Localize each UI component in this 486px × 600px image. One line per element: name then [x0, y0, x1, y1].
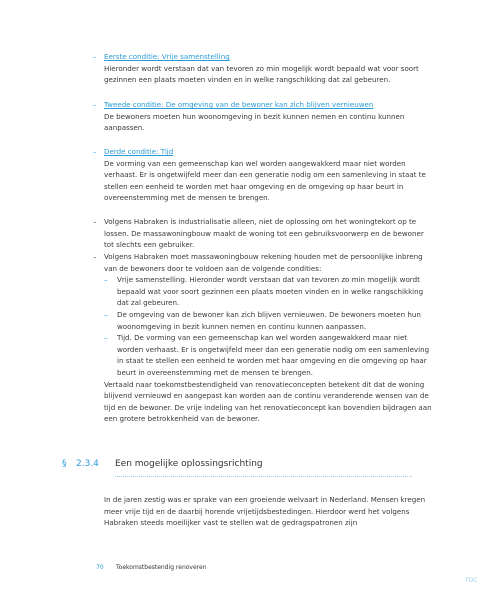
condition-item: [93, 51, 434, 86]
toc-link[interactable]: TOC: [465, 577, 478, 584]
condition-item: [93, 99, 434, 134]
section-symbol: §: [62, 459, 67, 469]
sub-list-item: [104, 309, 434, 332]
condition-title: Derde conditie: Tijd: [104, 147, 174, 156]
bullet-dash: –: [93, 252, 97, 261]
section-divider: [115, 476, 412, 477]
sub-list-item: [104, 274, 434, 309]
sub-list-item-text: Tijd. De vorming van een gemeenschap kan wel worden aangewakkerd maar niet worden verhaast. Er is ongetwijfeld meer dan een generatie nodig om een samenleving in staat te stellen een eenheid te worden met haar omgeving en die omgeving op haar beurt in overeenstemming met de mensen te brengen.: [117, 333, 430, 377]
sub-list-item-text: De omgeving van de bewoner kan zich blijven vernieuwen. De bewoners moeten hun woonomgeving in bezit kunnen nemen en continu kunnen aanpassen.: [117, 309, 421, 331]
list-item-text: Volgens Habraken moet massawoningbouw rekening houden met de persoonlijke inbreng van de bewoners door te voldoen aan de volgende condities:: [104, 252, 423, 273]
sub-bullet-dash: –: [104, 333, 108, 343]
condition-body: De bewoners moeten hun woonomgeving in bezit kunnen nemen en continu kunnen aanpassen.: [104, 111, 405, 133]
footer-title: Toekomstbestendig renoveren: [116, 564, 207, 571]
sub-list-item: [104, 332, 434, 378]
list-item-text: Volgens Habraken is industrialisatie alleen, niet de oplossing om het woningtekort op te lossen. De massawoningbouw maakt de woning tot een gebruiksvoorwerp en de bewoner tot slechts een gebruiker.: [104, 217, 424, 250]
bullet-dash: –: [93, 100, 97, 109]
section-heading: [62, 459, 412, 481]
list-item: [93, 251, 434, 425]
bullet-dash: –: [93, 217, 97, 226]
condition-body: De vorming van een gemeenschap kan wel worden aangewakkerd maar niet worden verhaast. Er is ongetwijfeld meer dan een generatie nodig om een samenleving in staat te stellen een eenheid te worden met haar omgeving en de omgeving op haar beurt in overeenstemming met de mensen te brengen.: [104, 158, 426, 203]
condition-title: Eerste conditie: Vrije samenstelling: [104, 52, 230, 61]
section-title: Een mogelijke oplossingsrichting: [115, 459, 263, 469]
condition-item: [93, 146, 434, 204]
section-body-text: In de jaren zestig was er sprake van een groeiende welvaart in Nederland. Mensen kregen meer vrije tijd en de daarbij horende vrijetijdsbestedingen. Hierdoor werd het volgens Habraken steeds moeilijker vast te stellen wat de gedragspatronen zijn: [104, 495, 426, 528]
page-number: 70: [96, 564, 104, 571]
bullet-dash: –: [93, 147, 97, 156]
closing-paragraph: Vertaald naar toekomstbestendigheid van renovatieconcepten betekent dit dat de woning blijvend vernieuwd en aangepast kan worden aan de continu veranderende wensen van de tijd en de bewoner. De vrije indeling van het renovatieconcept kan bovendien bijdragen aan een grotere betrokkenheid van de bewoner.: [104, 379, 432, 424]
section-number: 2.3.4: [76, 459, 99, 469]
list-item: [93, 216, 434, 251]
condition-title: Tweede conditie: De omgeving van de bewoner kan zich blijven vernieuwen: [104, 100, 374, 109]
sub-list-item-text: Vrije samenstelling. Hieronder wordt verstaan dat van tevoren zo min mogelijk wordt bepaald wat voor soort gezinnen een plaats moeten vinden en in welke rangschikking dat zal gebeuren.: [117, 275, 424, 308]
condition-body: Hieronder wordt verstaan dat van tevoren zo min mogelijk wordt bepaald wat voor soort gezinnen een plaats moeten vinden en in welke rangschikking dat zal gebeuren.: [104, 63, 419, 85]
section-body: [104, 494, 434, 529]
bullet-dash: –: [93, 52, 97, 61]
sub-bullet-dash: –: [104, 275, 108, 285]
sub-bullet-dash: –: [104, 309, 108, 319]
